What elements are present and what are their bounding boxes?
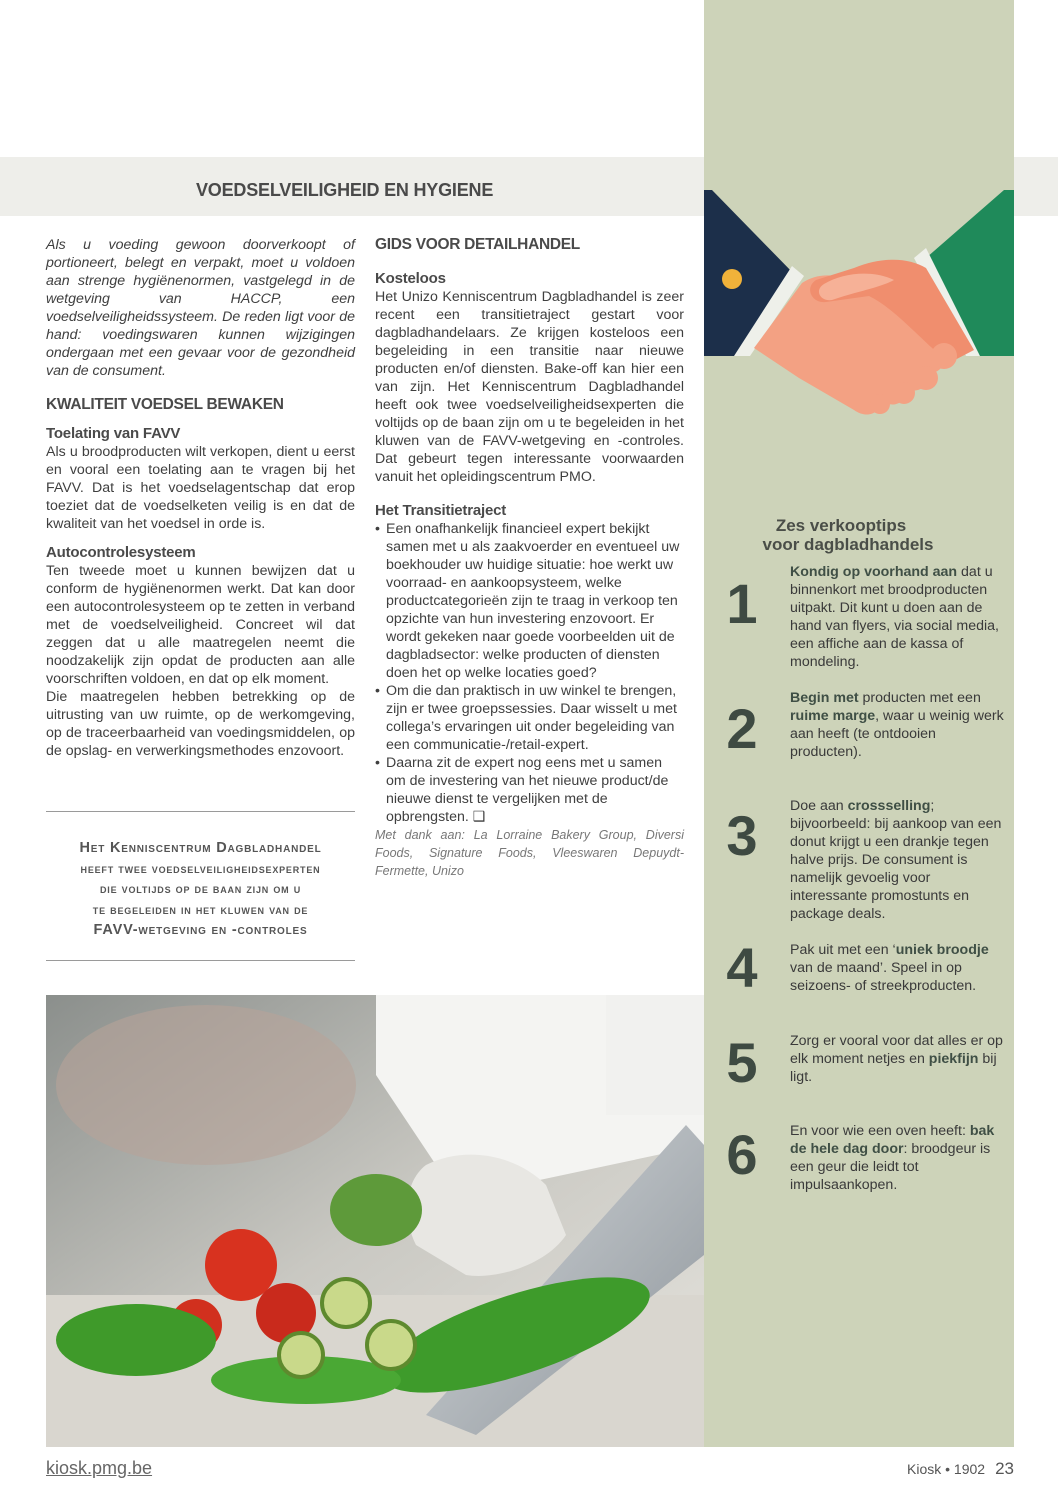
tips-title (704, 516, 1014, 554)
pull-quote (46, 838, 355, 941)
subheading-transitietraject: Het Transitietraject (375, 502, 507, 519)
tip-segment: En voor wie een oven heeft: (790, 1123, 970, 1139)
tip-highlight: bak de hele dag door (790, 1123, 995, 1157)
tip-segment: ; bijvoorbeeld: bij aankoop van een donut krijgt u een drankje tegen halve prijs. De consument is namelijk gevoelig voor interessante promostunts en package deals. (790, 798, 1002, 922)
tip-highlight: piekfijn (928, 1051, 979, 1067)
page-number: 23 (995, 1459, 1014, 1478)
tip-number: 2 (726, 697, 758, 760)
tip-highlight: Begin met (790, 690, 859, 706)
broccoli (330, 1174, 422, 1246)
tip-segment: producten met een (858, 690, 981, 706)
tip-segment: bij ligt. (790, 1051, 997, 1085)
zucchini-slice (322, 1279, 370, 1327)
tip-highlight: crossselling (847, 798, 931, 814)
magazine-issue: Kiosk • 1902 (907, 1461, 986, 1477)
tip-text (790, 941, 1005, 995)
middle-column (375, 236, 684, 880)
quote-line: die voltijds op de baan zijn om u (99, 882, 302, 896)
paragraph-kosteloos: Het Unizo Kenniscentrum Dagbladhandel is zeer recent een transitietraject gestart voor dagbladhandelaars. Ze krijgen kosteloos een begeleiding in een transitie naar nieuwe producten en/of diensten. Bake-off kan hier een van zijn. Het Kenniscentrum Dagbladhandel heeft ook twee voedselveiligheidsexperten die voltijds op de baan zijn om u te begeleiden in het kluwen van de FAVV-wetgeving en -controles. Dat gebeurt tegen interessante voorwaarden vanuit het opleidingscentrum PMO. (375, 289, 684, 485)
tip-highlight: ruime marge (790, 708, 876, 724)
tip-highlight: uniek broodje (895, 942, 989, 958)
knuckle (870, 394, 890, 414)
tip-text (790, 563, 1005, 671)
handshake-illustration (704, 188, 1014, 448)
left-column (46, 236, 355, 760)
credits: Met dank aan: La Lorraine Bakery Group, Diversi Foods, Signature Foods, Vleeswaren Depuydt-Fermette, Unizo (375, 828, 684, 878)
tip-text (790, 1032, 1005, 1086)
quote-line: Het Kenniscentrum Dagbladhandel (79, 840, 322, 856)
tip-segment: Doe aan (790, 798, 848, 814)
knuckle (893, 382, 915, 404)
subheading-autocontrole: Autocontrolesysteem (46, 544, 196, 561)
knife-handle (606, 995, 704, 1115)
paragraph-autocontrole: Ten tweede moet u kunnen bewijzen dat u conform de hygiënenormen werkt. Dat kan door een autocontrolesysteem op te zetten in verband met de voedselveiligheid. Concreet wil dat zeggen dat u alle maatregelen neemt die noodzakelijk zijn opdat de producten aan alle voorschriften voldoen, en dat op elk moment. (46, 563, 355, 687)
tip-text (790, 1122, 1005, 1194)
tip-segment: dat u binnenkort met broodproducten uitpakt. Dit kunt u doen aan de hand van flyers, via social media, een affiche aan de kassa of mondeling. (790, 564, 999, 670)
tips-title-line2: voor dagbladhandels (762, 535, 934, 554)
tip-segment: Pak uit met een ‘ (790, 942, 896, 958)
photo-cutting-vegetables (46, 995, 704, 1447)
subheading-kosteloos: Kosteloos (375, 270, 446, 287)
subheading-toelating: Toelating van FAVV (46, 425, 181, 442)
heading-kwaliteit: KWALITEIT VOEDSEL BEWAKEN (46, 396, 284, 413)
paragraph-maatregelen: Die maatregelen hebben betrekking op de uitrusting van uw ruimte, op de werkomgeving, op de traceerbaarheid van voedingsmiddelen, op de opslag- en verwerkingsmethodes enzovoort. (46, 689, 355, 759)
tip-highlight: Kondig op voorhand aan (790, 564, 958, 580)
list-item: • Om die dan praktisch in uw winkel te brengen, zijn er twee groepssessies. Daar wisselt u met collega’s ervaringen uit onder begeleiding van een communicatie-/retail-expert. (375, 682, 684, 754)
intro-text: Als u voeding gewoon doorverkoopt of portioneert, belegt en verpakt, moet u voldoen aan strenge hygiënenormen, vastgelegd in de wetgeving van HACCP, een voedselveiligheidssysteem. De reden ligt voor de hand: voedingswaren kunnen wijzigingen ondergaan met een gevaar voor de gezondheid van de consument. (46, 237, 355, 379)
tip-text (790, 797, 1005, 923)
quote-line: te begeleiden in het kluwen van de (92, 902, 309, 917)
list-item: • Daarna zit de expert nog eens met u samen om de investering van het nieuwe product/de nieuwe dienst te vergelijken met de opbrengsten. ❑ (375, 754, 684, 826)
tip-segment: van de maand’. Speel in op seizoens- of streekproducten. (790, 960, 977, 994)
section-title: VOEDSELVEILIGHEID EN HYGIENE (196, 180, 494, 200)
blurred-chef (56, 1005, 356, 1165)
tip-number: 4 (726, 936, 758, 999)
tip-segment: , waar u weinig werk aan heeft (te ontdooien producten). (790, 708, 1004, 760)
transitie-list (375, 520, 684, 826)
tip-segment: Zorg er vooral voor dat alles er op elk moment netjes en (790, 1033, 1003, 1067)
knuckle (914, 366, 938, 390)
tip-segment: : broodgeur is een geur die leidt tot impulsaankopen. (790, 1141, 991, 1193)
page-footer (907, 1459, 1014, 1479)
tips-title-line1: Zes verkooptips (775, 516, 907, 535)
knuckle (931, 343, 957, 369)
tip-number: 6 (726, 1123, 758, 1186)
tomato (205, 1229, 277, 1301)
zucchini-slice (367, 1321, 415, 1369)
tip-number: 1 (726, 572, 758, 635)
quote-bottom-rule (46, 960, 355, 961)
quote-top-rule (46, 811, 355, 812)
quote-line: FAVV-wetgeving en -controles (93, 922, 308, 938)
list-item: • Een onafhankelijk financieel expert bekijkt samen met u als zaakvoerder en eventueel uw boekhouder uw huidige situatie: hoe werkt uw voorraad- en aankoopsysteem, welke productcategorieën zijn te traag in verkoop ten opzichte van hun investering enzovoort. Er wordt gekeken naar goede voorbeelden uit de dagbladsector: welke producten of diensten doen het op welke locaties goed? (375, 520, 684, 682)
website-link[interactable]: kiosk.pmg.be (46, 1458, 153, 1478)
tip-number: 5 (726, 1031, 758, 1094)
paragraph-toelating: Als u broodproducten wilt verkopen, dient u eerst en vooral een toelating aan te vragen bij het FAVV. Dat is het voedselagentschap dat erop toeziet dat de voedselketen veilig is en dat de kwaliteit van het voedsel in orde is. (46, 444, 355, 532)
quote-line: heeft twee voedselveiligheidsexperten (80, 861, 321, 876)
zucchini-slice (279, 1333, 323, 1377)
green-pepper (56, 1304, 216, 1376)
tip-text (790, 689, 1005, 761)
tip-number: 3 (726, 804, 758, 867)
cufflink-icon (722, 269, 742, 289)
heading-gids: GIDS VOOR DETAILHANDEL (375, 236, 580, 253)
